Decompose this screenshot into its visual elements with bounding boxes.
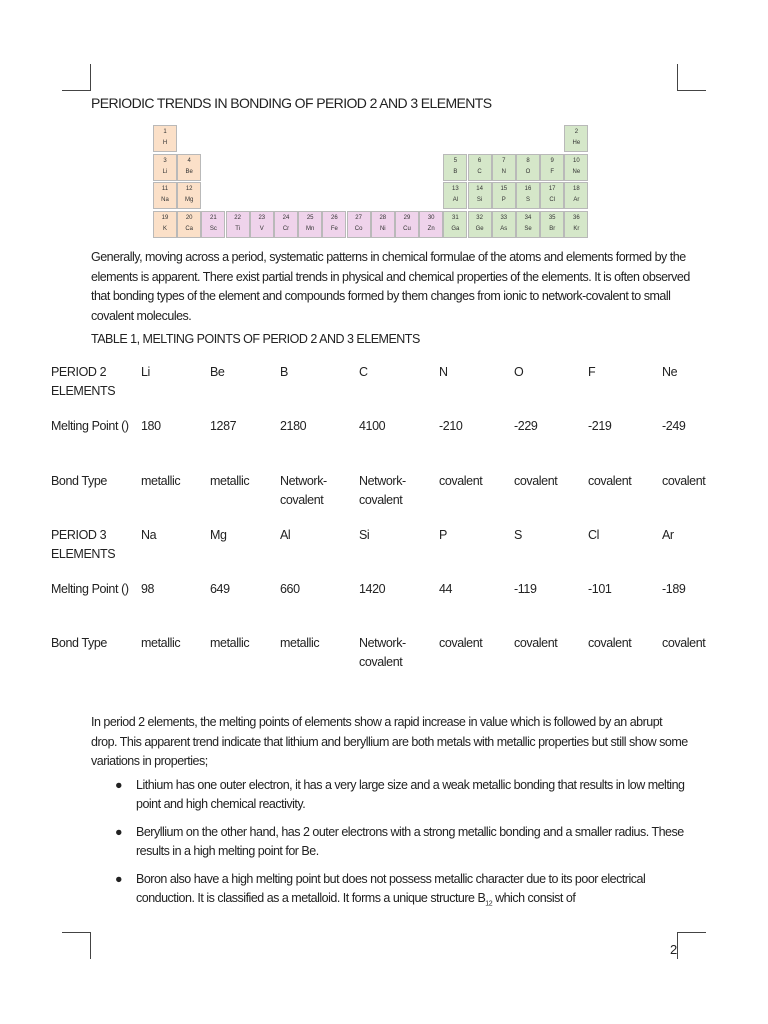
table-cell: -189 <box>662 582 686 596</box>
element-cell-li <box>153 154 177 181</box>
atomic-number: 1 <box>163 129 167 135</box>
atomic-number: 33 <box>500 214 508 221</box>
row-header-cell: Bond Type <box>51 474 107 488</box>
element-symbol: Zn <box>427 225 435 232</box>
table-cell: -101 <box>588 582 612 596</box>
table-cell: Network-covalent <box>359 636 406 669</box>
table-cell: 649 <box>210 582 230 596</box>
atomic-number: 14 <box>476 186 483 192</box>
element-symbol: Cl <box>549 197 556 203</box>
table-cell: O <box>514 365 524 379</box>
list-item <box>112 823 692 861</box>
element-cell-k <box>153 211 177 238</box>
table-cell: Mg <box>210 528 227 542</box>
element-symbol: Kr <box>573 225 580 232</box>
table-cell: 4100 <box>359 419 386 433</box>
atomic-number: 34 <box>524 214 532 221</box>
element-cell-br <box>540 211 564 238</box>
atomic-number: 2 <box>574 129 579 135</box>
atomic-number: 12 <box>185 186 193 192</box>
element-symbol: Be <box>185 168 193 175</box>
table-cell: C <box>359 365 368 379</box>
table-cell: metallic <box>141 636 181 650</box>
bullet-icon: ● <box>115 872 123 886</box>
atomic-number: 16 <box>524 186 532 192</box>
subscript: 12 <box>485 900 493 908</box>
table-cell: -219 <box>588 419 612 433</box>
atomic-number: 6 <box>477 157 482 164</box>
atomic-number: 13 <box>452 186 459 192</box>
table-cell: metallic <box>141 474 181 488</box>
atomic-number: 19 <box>161 214 169 221</box>
atomic-number: 15 <box>500 186 508 192</box>
row-header-cell: PERIOD 2 ELEMENTS <box>51 365 116 398</box>
element-cell-o <box>516 154 540 181</box>
table-cell: covalent <box>662 474 706 488</box>
table-cell: 660 <box>280 582 300 596</box>
element-cell-n <box>492 154 516 181</box>
page-number: 2 <box>670 942 678 957</box>
table-cell: Ne <box>662 365 678 379</box>
element-cell-ni <box>371 211 395 238</box>
table-cell: Na <box>141 528 157 542</box>
element-cell-ca <box>177 211 201 238</box>
crop-mark <box>62 90 90 91</box>
element-symbol: Ca <box>185 225 194 232</box>
element-cell-si <box>468 182 492 209</box>
table-cell: 98 <box>141 582 155 596</box>
period2-paragraph: In period 2 elements, the melting points of elements show a rapid increase in value which is followed by an abrupt drop. This apparent trend indicate that lithium and beryllium are both metals with metallic properties but still show some variations in properties; <box>91 715 688 768</box>
element-cell-ne <box>564 154 588 181</box>
table-cell: covalent <box>514 636 558 650</box>
atomic-number: 31 <box>452 214 459 221</box>
atomic-number: 30 <box>427 214 435 221</box>
atomic-number: 5 <box>453 157 458 164</box>
atomic-number: 7 <box>502 157 506 164</box>
element-cell-s <box>516 182 540 209</box>
element-cell-se <box>516 211 540 238</box>
element-symbol: He <box>572 140 581 146</box>
table-cell: covalent <box>439 636 483 650</box>
row-header-cell: Bond Type <box>51 636 107 650</box>
table-cell: Be <box>210 365 225 379</box>
intro-paragraph: Generally, moving across a period, systematic patterns in chemical formulae of the atoms and elements formed by the elements is apparent. There exist partial trends in physical and chemical properties of the elements. It is often observed that bonding types of the element and compounds formed by them changes from ionic to network-covalent to small covalent molecules. <box>91 250 690 323</box>
element-cell-sc <box>201 211 225 238</box>
atomic-number: 32 <box>476 214 483 221</box>
element-cell-co <box>347 211 371 238</box>
table-cell: 1420 <box>359 582 386 596</box>
element-symbol: V <box>259 225 264 232</box>
crop-mark <box>90 64 91 91</box>
bullet-list <box>112 776 692 923</box>
atomic-number: 4 <box>187 157 191 164</box>
atomic-number: 10 <box>573 157 580 164</box>
table-cell: -229 <box>514 419 538 433</box>
bullet-text-tail: which consist of <box>492 891 576 905</box>
element-cell-cl <box>540 182 564 209</box>
atomic-number: 27 <box>355 214 362 221</box>
atomic-number: 23 <box>258 214 266 221</box>
table-cell: covalent <box>662 636 706 650</box>
table-cell: Network-covalent <box>280 474 327 507</box>
element-symbol: Br <box>549 225 556 232</box>
element-cell-zn <box>419 211 443 238</box>
table-cell: covalent <box>588 636 632 650</box>
table-caption: TABLE 1, MELTING POINTS OF PERIOD 2 AND 3 ELEMENTS <box>91 332 420 346</box>
crop-mark <box>90 932 91 959</box>
table-cell: Cl <box>588 528 600 542</box>
atomic-number: 26 <box>331 214 338 221</box>
element-symbol: B <box>453 168 458 175</box>
table-cell: 2180 <box>280 419 307 433</box>
atomic-number: 25 <box>306 214 314 221</box>
table-cell: P <box>439 528 447 542</box>
crop-mark <box>677 64 678 91</box>
element-cell-cu <box>395 211 419 238</box>
table-cell: B <box>280 365 288 379</box>
element-symbol: O <box>525 168 531 175</box>
table-cell: covalent <box>514 474 558 488</box>
element-symbol: H <box>162 140 168 146</box>
element-symbol: N <box>501 168 506 175</box>
element-symbol: Se <box>524 225 532 232</box>
table-cell: -249 <box>662 419 686 433</box>
element-cell-al <box>443 182 467 209</box>
atomic-number: 35 <box>548 214 556 221</box>
element-symbol: Mn <box>306 225 315 232</box>
atomic-number: 29 <box>403 214 411 221</box>
element-symbol: Ar <box>573 197 580 203</box>
atomic-number: 24 <box>282 214 290 221</box>
element-symbol: As <box>500 225 508 232</box>
row-header-cell: Melting Point () <box>51 419 129 433</box>
table-cell: -210 <box>439 419 463 433</box>
table-cell: 1287 <box>210 419 237 433</box>
element-symbol: Fe <box>330 225 338 232</box>
bullet-text: Lithium has one outer electron, it has a very large size and a weak metallic bonding that results in low melting point and high chemical reactivity. <box>136 778 685 811</box>
bullet-icon: ● <box>115 778 123 792</box>
element-symbol: Ge <box>475 225 484 232</box>
element-symbol: Si <box>476 197 483 203</box>
element-cell-p <box>492 182 516 209</box>
atomic-number: 11 <box>161 186 169 192</box>
element-symbol: F <box>550 168 555 175</box>
element-cell-b <box>443 154 467 181</box>
periodic-table <box>153 125 588 239</box>
atomic-number: 9 <box>550 157 554 164</box>
table-cell: Ar <box>662 528 674 542</box>
element-symbol: Ni <box>379 225 386 232</box>
element-symbol: Na <box>161 197 169 203</box>
table-cell: Al <box>280 528 291 542</box>
element-cell-ge <box>468 211 492 238</box>
table-cell: -119 <box>514 582 537 596</box>
element-cell-he <box>564 125 588 152</box>
element-symbol: C <box>477 168 482 175</box>
element-cell-h <box>153 125 177 152</box>
row-header-cell: Melting Point () <box>51 582 129 596</box>
crop-mark <box>62 932 90 933</box>
element-symbol: Ga <box>451 225 460 232</box>
crop-mark <box>678 932 706 933</box>
element-cell-cr <box>274 211 298 238</box>
list-item <box>112 870 692 914</box>
element-symbol: Ne <box>572 168 581 175</box>
table-cell: Si <box>359 528 370 542</box>
element-symbol: Cr <box>282 225 290 232</box>
atomic-number: 18 <box>573 186 580 192</box>
element-cell-fe <box>322 211 346 238</box>
element-cell-kr <box>564 211 588 238</box>
element-symbol: S <box>525 197 530 203</box>
bullet-icon: ● <box>115 825 123 839</box>
element-cell-mn <box>298 211 322 238</box>
table-cell: Li <box>141 365 150 379</box>
table-cell: metallic <box>210 636 250 650</box>
element-symbol: Co <box>354 225 363 232</box>
bullet-text: Beryllium on the other hand, has 2 outer electrons with a strong metallic bonding and a smaller radius. These results in a high melting point for Be. <box>136 825 684 858</box>
table-cell: 44 <box>439 582 453 596</box>
element-symbol: Mg <box>185 197 194 203</box>
atomic-number: 28 <box>379 214 387 221</box>
atomic-number: 17 <box>548 186 556 192</box>
table-cell: F <box>588 365 596 379</box>
element-symbol: Sc <box>209 225 217 232</box>
table-cell: Network-covalent <box>359 474 406 507</box>
bullet-text: Boron also have a high melting point but does not possess metallic character due to its poor electrical conduction. It is classified as a metalloid. It forms a unique structure B <box>136 872 646 905</box>
atomic-number: 21 <box>210 214 217 221</box>
atomic-number: 20 <box>185 214 193 221</box>
atomic-number: 8 <box>526 157 530 164</box>
element-symbol: K <box>162 225 167 232</box>
table-cell: S <box>514 528 522 542</box>
table-cell: covalent <box>588 474 632 488</box>
element-cell-v <box>250 211 274 238</box>
table-cell: metallic <box>210 474 250 488</box>
crop-mark <box>678 90 706 91</box>
table-cell: metallic <box>280 636 320 650</box>
element-cell-ga <box>443 211 467 238</box>
atomic-number: 3 <box>163 157 167 164</box>
element-cell-na <box>153 182 177 209</box>
page-title: PERIODIC TRENDS IN BONDING OF PERIOD 2 AND 3 ELEMENTS <box>91 95 492 111</box>
element-cell-mg <box>177 182 201 209</box>
element-cell-c <box>468 154 492 181</box>
table-cell: 180 <box>141 419 161 433</box>
table-cell: covalent <box>439 474 483 488</box>
element-cell-ar <box>564 182 588 209</box>
element-cell-be <box>177 154 201 181</box>
atomic-number: 22 <box>234 214 241 221</box>
element-cell-ti <box>226 211 250 238</box>
list-item <box>112 776 692 814</box>
atomic-number: 36 <box>573 214 580 221</box>
element-symbol: P <box>501 197 506 203</box>
table-cell: N <box>439 365 448 379</box>
element-symbol: Cu <box>403 225 411 232</box>
element-cell-f <box>540 154 564 181</box>
element-symbol: Li <box>162 168 168 175</box>
element-symbol: Ti <box>235 225 240 232</box>
row-header-cell: PERIOD 3 ELEMENTS <box>51 528 116 561</box>
element-symbol: Al <box>452 197 459 203</box>
element-cell-as <box>492 211 516 238</box>
